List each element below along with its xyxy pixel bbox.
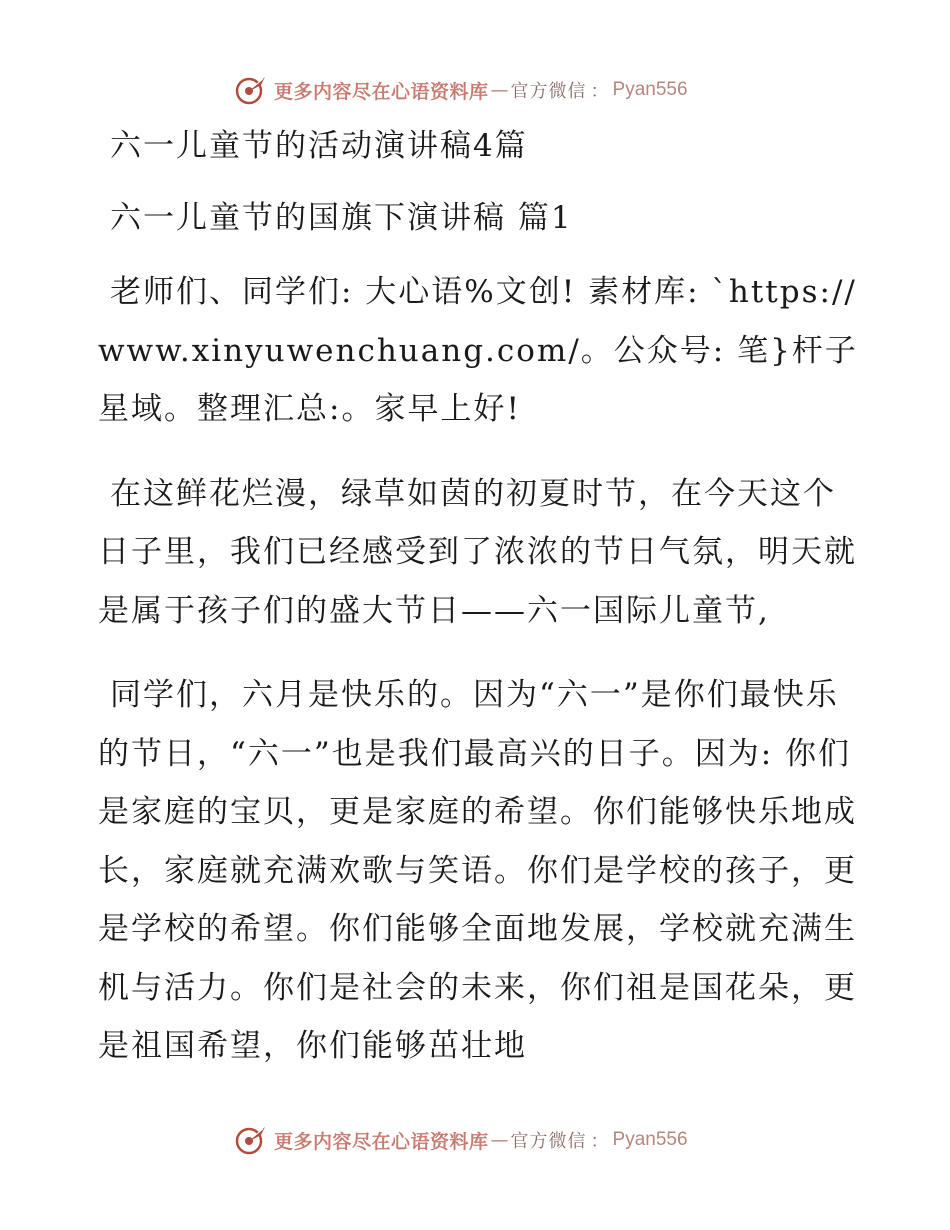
document-body — [98, 118, 858, 1076]
banner-brand-text: 更多内容尽在心语资料库 — [274, 80, 489, 103]
banner-wechat-handle: Pyan556 — [612, 1129, 688, 1150]
banner-wechat-handle: Pyan556 — [612, 79, 688, 100]
quill-logo-icon — [234, 1123, 268, 1157]
document-title: 六一儿童节的活动演讲稿4篇 — [110, 128, 528, 164]
quill-logo-icon — [234, 73, 268, 107]
paragraph-intro: 在这鲜花烂漫，绿草如茵的初夏时节，在今天这个日子里，我们已经感受到了浓浓的节日气氛，明天就是属于孩子们的盛大节日——六一国际儿童节, — [98, 475, 857, 629]
paragraph-body: 同学们，六月是快乐的。因为“六一”是你们最快乐的节日，“六一”也是我们最高兴的日子。因为: 你们是家庭的宝贝，更是家庭的希望。你们能够快乐地成长，家庭就充满欢歌与笑语。你们是学校的孩子，更是学校的希望。你们能够全面地发展，学校就充满生机与活力。你们是社会的未来，你们祖是国花朵，更是祖国希望，你们能够茁壮地 — [98, 677, 857, 1064]
footer-watermark-banner — [234, 1122, 688, 1158]
banner-official-label: 官方微信 — [510, 81, 587, 102]
header-watermark-banner — [234, 72, 688, 108]
banner-separator: — — [490, 79, 509, 101]
paragraph-greeting: 老师们、同学们: 大心语%文创! 素材库: `https://www.xinyuwenchuang.com/。公众号: 笔}杆子星域。整理汇总:。家早上好! — [98, 274, 858, 427]
banner-colon: ： — [590, 1131, 609, 1152]
section-title: 六一儿童节的国旗下演讲稿 篇1 — [110, 200, 573, 236]
banner-separator: — — [490, 1129, 509, 1151]
banner-colon: ： — [590, 81, 609, 102]
banner-brand-text: 更多内容尽在心语资料库 — [274, 1130, 489, 1153]
banner-official-label: 官方微信 — [510, 1131, 587, 1152]
